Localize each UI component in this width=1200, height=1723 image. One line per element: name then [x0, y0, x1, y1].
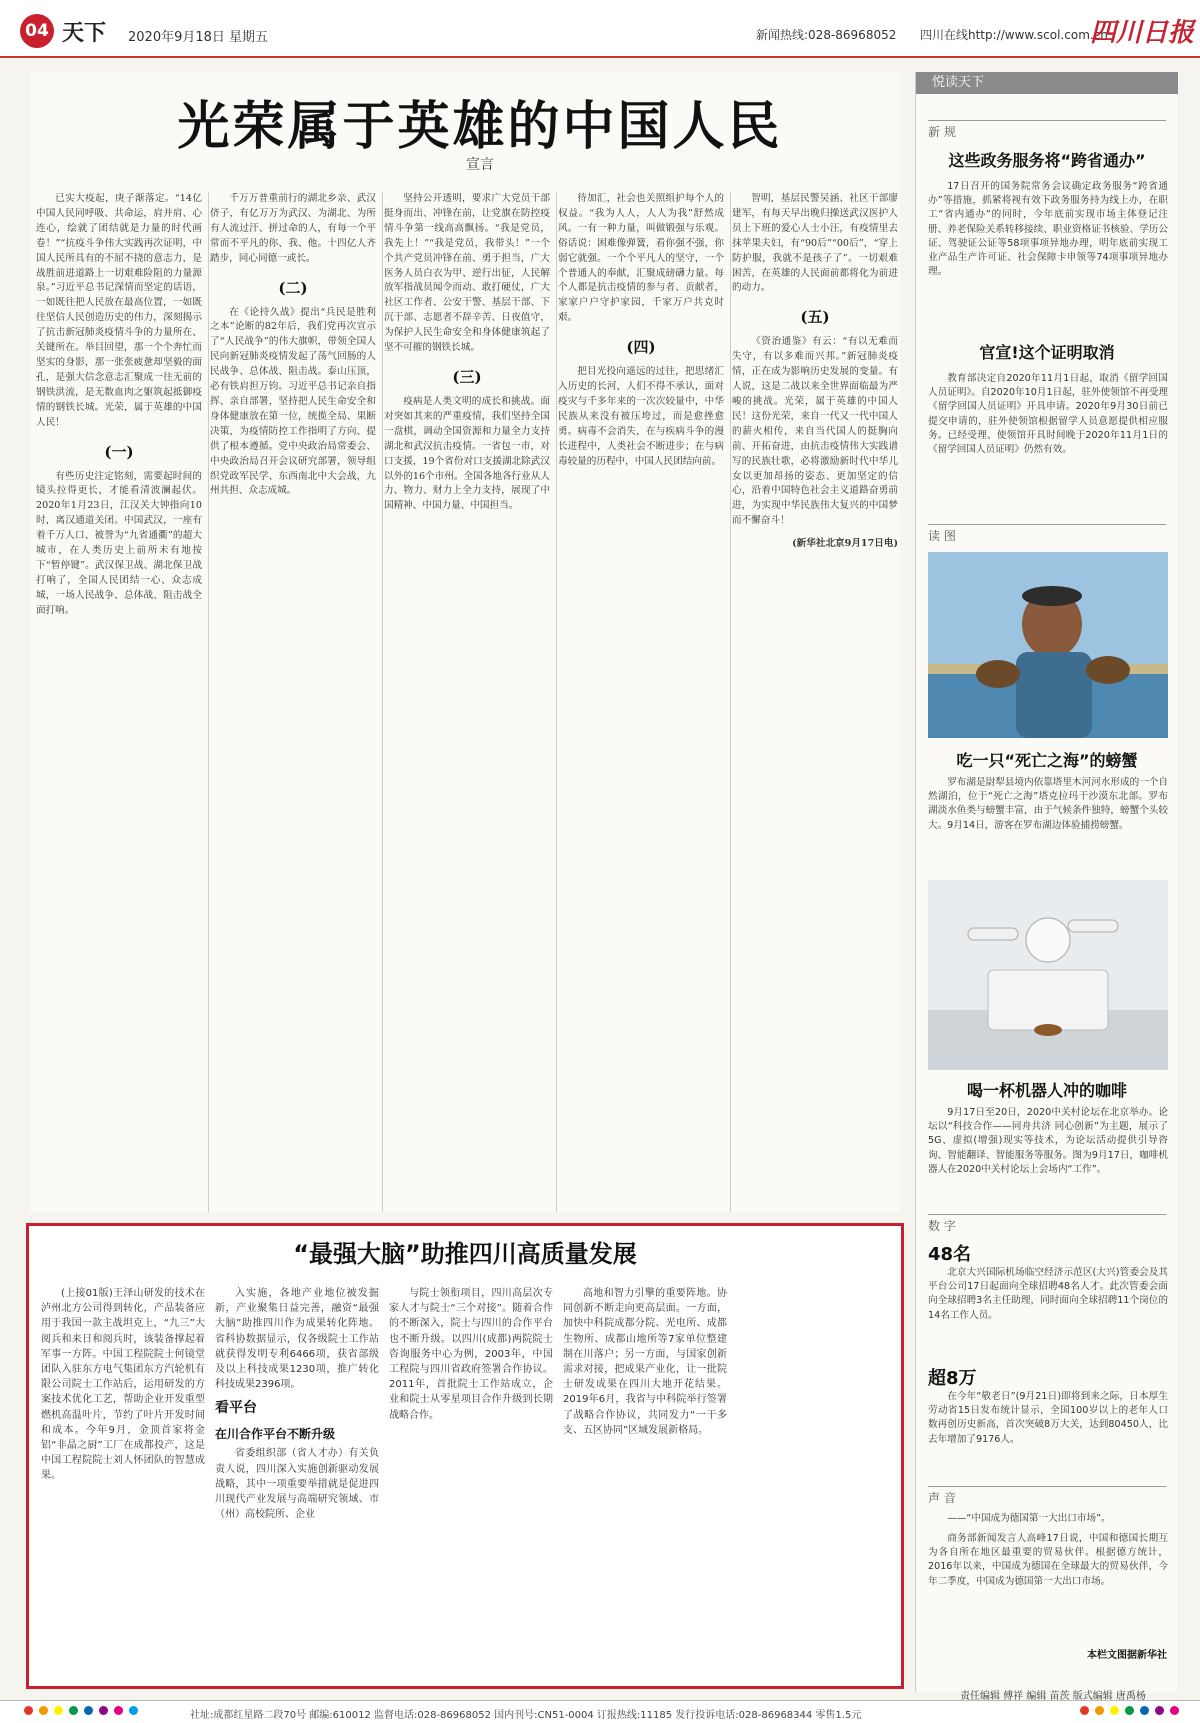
story-column-2: [215, 1286, 379, 1681]
news-body: [928, 180, 1168, 328]
issue-date: 2020年9月18日 星期五: [128, 30, 269, 45]
registration-dot: [24, 1706, 33, 1715]
masthead: [0, 0, 1200, 58]
stat-number: 48名: [928, 1244, 972, 1265]
news-title: 这些政务服务将“跨省通办”: [948, 151, 1146, 170]
photo-title: 喝一杯机器人冲的咖啡: [966, 1081, 1127, 1100]
rail-credit: 本栏文图据新华社: [1087, 1650, 1167, 1661]
section-heading: (二): [278, 278, 308, 297]
rail-section-label: 读 图: [928, 524, 1166, 544]
color-registration-left: [24, 1706, 144, 1718]
article-column-5: [732, 192, 898, 1212]
article-byline: 宣言: [466, 157, 494, 173]
page-number: 04: [20, 14, 54, 48]
story-subheading: 看平台: [215, 1400, 257, 1417]
rail-section-label: 声 音: [928, 1486, 1166, 1506]
section-name: 天下: [62, 21, 107, 46]
registration-dot: [84, 1706, 93, 1715]
paragraph: 与院士领衔项目，四川高层次专家人才与院士“三个对接”。随着合作的不断深入，院士与四川的合作平台也不断升级。以四川(成都)两院院士咨询服务中心为例，2003年，中国工程院与四川省政府签署合作协议。2011年，首批院士工作站成立，企业和院士从零星项目合作升级到长期战略合作。: [389, 1288, 553, 1421]
registration-dot: [54, 1706, 63, 1715]
paragraph: 省委组织部（省人才办）有关负责人说，四川深入实施创新驱动发展战略，其中一项重要举措就是促进四川现代产业发展与高端研究领域、市（州）高校院所、企业: [215, 1448, 379, 1521]
paragraph: 智明，基层民警吴涵、社区干部廖建军，有每天早出晚归操送武汉医护人员上下班的爱心人士小汪，有疫情里去抹苹果夫妇，有“90后”“00后”，“穿上防护服，我就不是孩子了”。一切艰难困苦，在英雄的人民面前都将化为前进的动力。: [732, 193, 898, 294]
rail-section-label: 数 字: [928, 1214, 1166, 1234]
paragraph: 有些历史注定铭刻，需要起时间的镜头拉得更长，才能看清波澜起伏。2020年1月23日，江汉关大钟指向10时，离汉通道关闭。中国武汉，一座有着千万人口、被誉为“九省通衢”的超大城市，在人类历史上前所未有地按下“暂停键”。武汉保卫战、湖北保卫战打响了，全国人民团结一心、众志成城，一场人民战争、总体战、阻击战全面打响。: [36, 470, 202, 616]
news-title: 官宣!这个证明取消: [979, 343, 1115, 362]
main-article: [30, 72, 900, 1212]
article-columns: [30, 192, 900, 1212]
news-body: [928, 372, 1168, 512]
paragraph: 疫病是人类文明的成长和挑战。面对突如其来的严重疫情，我们坚持全国一盘棋，调动全国资源和力量全力支持湖北和武汉抗击疫情。一省包一市，对口支援，19个省份对口支援湖北除武汉以外的16个市州。全国各地各行业从人力、物力、财力上全力支持，展现了中国精神、中国力量、中国担当。: [384, 395, 550, 512]
article-column-4: [558, 192, 724, 1212]
column-divider: [382, 192, 383, 1212]
registration-dot: [99, 1706, 108, 1715]
photo-title: 吃一只“死亡之海”的螃蟹: [956, 751, 1138, 770]
column-divider: [208, 192, 209, 1212]
registration-dot: [39, 1706, 48, 1715]
paragraph: 待加汇，社会也关照组护每个人的权益。“我为人人，人人为我”舒然成风。一有一种力量，叫做锻强与乐观。俗话说：困难像弹簧，看你强不强，你弱它就强。一个个平凡人的坚守，一个个普通人的奉献，汇聚成磅礴力量。每个人都是抗击疫情的参与者、贡献者，家家户户守护家园，千家万户共克时艰。: [558, 193, 724, 324]
right-rail: [915, 72, 1177, 1692]
paragraph: 千万万普重前行的湖北乡亲、武汉侪子，有亿万万为武汉、为湖北、为所有人流过汗、拼过命的人，有每一个平常而不平凡的你、我、他。十四亿人齐踏步，同心同德一或长。: [210, 193, 376, 264]
paragraph: 入实施，各地产业地位被发掘新，产业聚集日益完善，融资“最强大脑”助推四川作为成果转化阵地。省科协数据显示，仅各级院士工作站就获得发明专利6466项，获省部级及以上科技成果1230项，推广转化科技成果2396项。: [215, 1288, 379, 1391]
article-headline: 光荣属于英雄的中国人民: [177, 96, 783, 157]
paragraph: 在《论持久战》提出“兵民是胜利之本”论断的82年后，我们党再次宣示了“人民战争”的伟大旗帜，带领全国人民向新冠肺炎疫情发起了荡气回肠的人民战争、总体战、阻击战。泰山压顶，必有铁肩担万钧。习近平总书记亲自指挥、亲自部署，坚持把人民生命安全和身体健康放在第一位，统揽全局、果断决策，为疫情防控工作指明了方向、提供了根本遵循。党中央政治局常委会、中央政治局召开会议研究部署，领导组织党政军民学、东西南北中大会战，九州共担、众志成城。: [210, 306, 376, 497]
stat-text: [928, 1390, 1168, 1476]
paragraph: 北京大兴国际机场临空经济示范区(大兴)管委会及其平台公司17日起面向全球招聘48名人才。此次管委会面向全球招聘3名主任助理，同时面向全球招聘11个岗位的14名工作人员。: [928, 1267, 1168, 1321]
registration-dot: [1170, 1706, 1179, 1715]
rail-section-label: 新 规: [928, 120, 1166, 140]
registration-dot: [1125, 1706, 1134, 1715]
registration-dot: [1140, 1706, 1149, 1715]
stat-number: 超8万: [928, 1368, 977, 1389]
article-column-2: [210, 192, 376, 1212]
story-column-1: [41, 1286, 205, 1681]
registration-dot: [1110, 1706, 1119, 1715]
boxed-story: [26, 1223, 904, 1689]
paragraph: 高地和智力引擎的重要阵地。协同创新不断走向更高层面。一方面，加快中科院成都分院、光电所、成都生物所、成都山地所等7家单位整建制在川落户；另一方面，与国家创新需求对接，把成果产业化，让一批院士研发成果在四川大地开花结果。2019年6月，我省与中科院举行签署了战略合作协议，共同发力“一干多支、五区协同”区域发展新格局。: [563, 1288, 727, 1436]
paragraph: 罗布湖是尉犁县境内依靠塔里木河河水形成的一个自然湖泊，位于“死亡之海”塔克拉玛干沙漠东北部。罗布湖淡水鱼类与螃蟹丰富，由于气候条件独特，螃蟹个头较大。9月14日，游客在罗布湖边体验捕捞螃蟹。: [928, 777, 1168, 831]
registration-dot: [129, 1706, 138, 1715]
paragraph: ——“中国成为德国第一大出口市场”。: [947, 1513, 1111, 1524]
page-footer: [0, 1691, 1200, 1723]
paragraph: 9月17日至20日，2020中关村论坛在北京举办。论坛以“科技合作——同舟共济 同心创新”为主题，展示了5G、虚拟(增强)现实等技术，为论坛活动提供引导咨询、智能翻译、智能服务等服务。图为9月17日，咖啡机器人在2020中关村论坛上会场内“工作”。: [928, 1107, 1168, 1175]
registration-dot: [1155, 1706, 1164, 1715]
article-column-3: [384, 192, 550, 1212]
registration-dot: [69, 1706, 78, 1715]
crab-photo: [928, 552, 1168, 738]
photo-caption: [928, 1106, 1168, 1202]
section-heading: (五): [800, 308, 830, 327]
publisher-info: 社址:成都红星路二段70号 邮编:610012 监督电话:028-86968052 国内刊号:CN51-0004 订报热线:11185 发行投诉电话:028-86968344 零售1.5元: [190, 1710, 862, 1721]
color-registration-right: [1080, 1706, 1185, 1718]
paragraph: 17日召开的国务院常务会议确定政务服务“跨省通办”等措施，抓紧将视有效下政务服务持为线上办，在职工“省内通办”的同时，今年底前实现市场主体登记注册、养老保险关系转移接续、职业资格证书核验、学历公证、驾驶证公证等58项事项异地办理，明年底前实现工业产品生产许可证、社会保障卡申领等74项事项异地办理。: [928, 181, 1168, 278]
story-subheading-2: 在川合作平台不断升级: [215, 1427, 336, 1442]
photo-caption: [928, 776, 1168, 868]
registration-dot: [1095, 1706, 1104, 1715]
registration-dot: [1080, 1706, 1089, 1715]
story-column-3: [389, 1286, 553, 1681]
paragraph: 《资治通鉴》有云：“有以无难而失守，有以多难而兴邦。”新冠肺炎疫情，正在成为影响历史发展的变量。有人说，这是二战以来全世界面临最为严峻的挑战。光荣，属于英雄的中国人民！这份光荣，来自一代又一代中国人的薪火相传，来自当代国人的挺胸向前、开拓奋进，由抗击疫情伟大实践谱写的民族壮歌，必将激励新时代中华儿女以更加昂扬的姿态、更加坚定的信心，沿着中国特色社会主义道路奋勇前进，为实现中华民族伟大复兴的中国梦而不懈奋斗！: [732, 336, 898, 527]
column-divider: [730, 192, 731, 1212]
paragraph: 已实大疫起，庚子渐落定。“14亿中国人民同呼吸、共命运，肩并肩、心连心，绘就了团结就是力量的时代画卷！”“抗疫斗争伟大实践再次证明，中国人民所具有的不屈不挠的意志力，是战胜前进道路上一切艰难险阻的力量源泉。”习近平总书记深情而坚定的话语，一如既往把人民放在最高位置，一如既往坚信人民创造历史的伟力，深刻揭示了抗击新冠肺炎疫情斗争的力量所在、关键所在。举目回望，那一个个奔忙而坚实的身影，那一张张疲惫却坚毅的面孔，是强大信念意志汇聚成一往无前的钢铁洪流，是无数血肉之躯筑起抵御疫情的钢铁长城。光荣，属于英雄的中国人民！: [36, 193, 202, 428]
newspaper-logo: 四川日报: [1090, 18, 1195, 48]
voice-body: [928, 1532, 1168, 1632]
website-link[interactable]: 四川在线http://www.scol.com.cn: [920, 28, 1108, 42]
section-heading: (四): [626, 338, 656, 357]
paragraph: 坚持公开透明，要求广大党员干部挺身而出、冲锋在前，让党旗在防控疫情斗争第一线高高飘扬。“我是党员，我先上！”“我是党员，我带头！”一个个共产党员冲锋在前、勇于担当，广大医务人员白衣为甲、逆行出征，人民解放军指战员闻令而动、敢打硬仗，广大社区工作者、公安干警、基层干部、下沉干部、志愿者不辞辛苦、日夜值守，为保护人民生命安全和身体健康筑起了坚不可摧的钢铁长城。: [384, 193, 550, 354]
paragraph: 把目光投向遥远的过往，把思绪汇入历史的长河，人们不得不承认，面对疫灾与千多年来的一次次较量中，中华民族从来没有被压垮过，而是愈挫愈勇。病毒不会消失，在与疾病斗争的漫长进程中，人类社会不断进步；在与病毒较量的历程中，中国人民团结向前。: [558, 366, 724, 467]
rail-banner: 悦读天下: [916, 72, 1178, 94]
paragraph: 在今年“敬老日”(9月21日)即将到来之际，日本厚生劳动省15日发布统计显示，全国100岁以上的老年人口数再创历史新高，首次突破8万大关，达到80450人，比去年增加了9176人。: [928, 1391, 1168, 1445]
stat-text: [928, 1266, 1168, 1358]
section-heading: (一): [104, 442, 134, 461]
registration-dot: [114, 1706, 123, 1715]
story-title: “最强大脑”助推四川高质量发展: [293, 1240, 637, 1268]
paragraph: 商务部新闻发言人高峰17日说，中国和德国长期互为各自所在地区最重要的贸易伙伴。根据德方统计，2016年以来，中国成为德国在全球最大的贸易伙伴，今年二季度，中国成为德国第一大出口市场。: [928, 1533, 1168, 1587]
story-column-4: [563, 1286, 727, 1681]
editor-credits: 责任编辑 傅祥 编辑 苗茨 版式编辑 唐禹杨: [960, 1691, 1146, 1702]
paragraph: (上接01版)王泽山研发的技术在泸州北方公司得到转化，产品装备应用于我国一款主战坦克上，“九三”大阅兵和来日和阅兵时，该装备撑起着军事一方阵。中国工程院院士何镜堂团队入驻东方电气集团东方汽轮机有限公司院士工作站后，运用研发的方案技术优化工艺，帮助企业开发重型燃机高温叶片，节约了叶片开发时间和成本。今年9月，金顶首家将金铝“非晶之厨”工厂在成都投产，这是中国工程院院士刘人怀团队的智慧成果。: [41, 1288, 205, 1482]
article-column-1: [36, 192, 202, 1212]
section-heading: (三): [452, 367, 482, 386]
news-hotline: 新闻热线:028-86968052: [756, 28, 897, 42]
article-credit: (新华社北京9月17日电): [792, 538, 898, 550]
paragraph: 教育部决定自2020年11月1日起，取消《留学回国人员证明》。自2020年10月1日起，驻外使领馆不再受理《留学回国人员证明》开具申请。2020年9月30日前已提交申请的，驻外使领馆根据留学人员意愿提供相应服务。已经受理、使领馆开具时间晚于2020年11月1日的《留学回国人员证明》仍然有效。: [928, 373, 1168, 456]
robot-coffee-photo: [928, 880, 1168, 1070]
voice-quote: [928, 1512, 1168, 1530]
column-divider: [556, 192, 557, 1212]
